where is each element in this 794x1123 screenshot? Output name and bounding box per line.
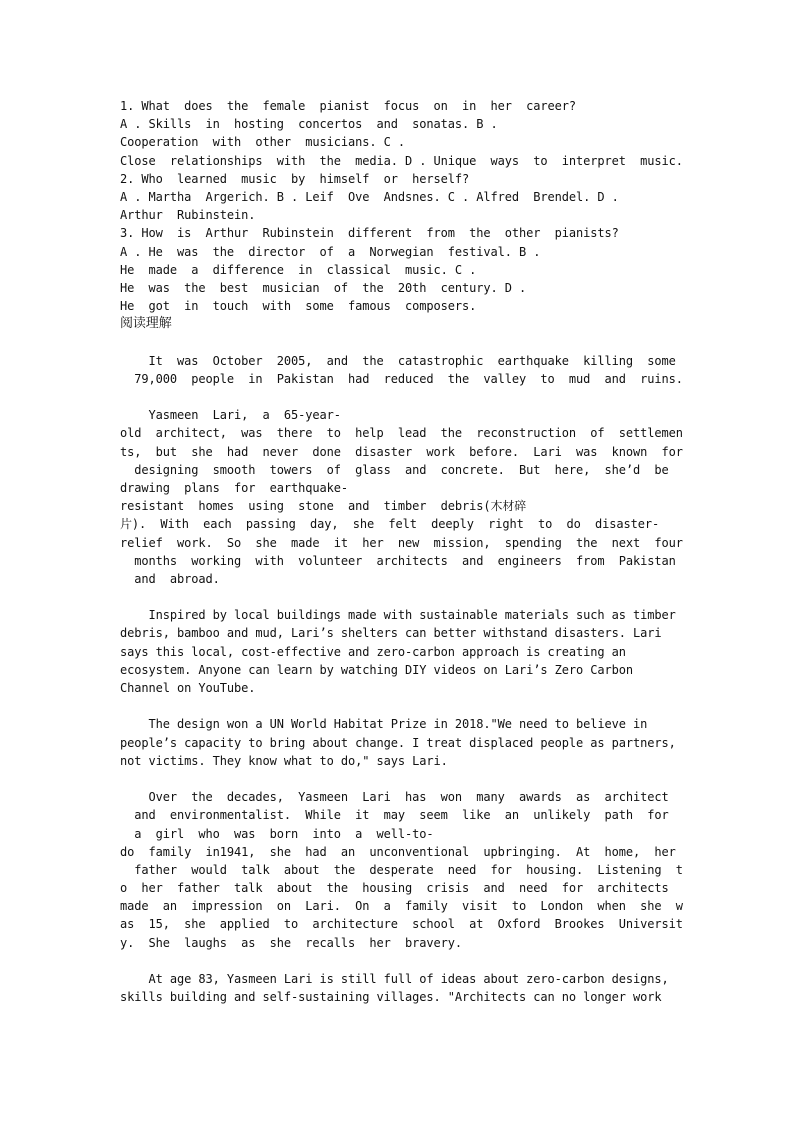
paragraph-line: ecosystem. Anyone can learn by watching DIY videos on Lari’s Zero Carbon	[120, 662, 633, 677]
paragraph-3	[120, 606, 680, 697]
paragraph-line: debris, bamboo and mud, Lari’s shelters can better withstand disasters. Lari	[120, 626, 662, 641]
paragraph-gap	[120, 588, 680, 606]
paragraph-line: made an impression on Lari. On a family visit to London when she w	[120, 899, 683, 914]
paragraph-line: Over the decades, Yasmeen Lari has won many awards as architect	[120, 790, 669, 805]
paragraph-line: father would talk about the desperate need for housing. Listening t	[120, 862, 683, 877]
paragraph-line: skills building and self-sustaining villages. "Architects can no longer work	[120, 990, 662, 1005]
question-2-option-d: Arthur Rubinstein.	[120, 208, 256, 223]
document-content	[120, 97, 683, 1006]
paragraph-4	[120, 715, 680, 770]
paragraph-line: and abroad.	[120, 571, 220, 586]
paragraph-line: do family in1941, she had an unconventional upbringing. At home, her	[120, 844, 676, 859]
question-3-option-a: A . He was the director of a Norwegian festival. B .	[120, 244, 541, 259]
question-3-option-c: He was the best musician of the 20th century. D .	[120, 280, 527, 295]
paragraph-line: resistant homes using stone and timber debris(木材碎	[120, 499, 527, 514]
paragraph-line: months working with volunteer architects and engineers from Pakistan	[120, 553, 676, 568]
paragraph-line: drawing plans for earthquake-	[120, 480, 348, 495]
paragraph-gap	[120, 770, 680, 788]
question-1-options-b-c: Cooperation with other musicians. C .	[120, 135, 405, 150]
paragraph-line: Inspired by local buildings made with sustainable materials such as timber	[120, 608, 676, 623]
paragraph-line: The design won a UN World Habitat Prize in 2018."We need to believe in	[120, 717, 648, 732]
section-heading: 阅读理解	[120, 316, 172, 332]
paragraph-gap	[120, 952, 680, 970]
paragraph-line: 片). With each passing day, she felt deeply right to do disaster-	[120, 517, 660, 532]
paragraph-line: says this local, cost-effective and zero-carbon approach is creating an	[120, 644, 626, 659]
paragraph-1	[120, 352, 683, 388]
paragraph-gap	[120, 333, 680, 351]
paragraph-line: Yasmeen Lari, a 65-year-	[120, 408, 341, 423]
paragraph-line: people’s capacity to bring about change. I treat displaced people as partners,	[120, 735, 676, 750]
paragraph-line: designing smooth towers of glass and concrete. But here, she’d be	[120, 462, 669, 477]
paragraph-6	[120, 970, 680, 1006]
paragraph-line: It was October 2005, and the catastrophic earthquake killing some	[120, 353, 676, 368]
question-1: 1. What does the female pianist focus on in her career?	[120, 99, 576, 113]
questions-block	[120, 97, 683, 315]
paragraph-gap	[120, 388, 680, 406]
paragraph-line: and environmentalist. While it may seem like an unlikely path for	[120, 808, 669, 823]
paragraph-line: 79,000 people in Pakistan had reduced the valley to mud and ruins.	[120, 371, 683, 386]
paragraph-line: old architect, was there to help lead the reconstruction of settlemen	[120, 426, 683, 441]
question-2-options: A . Martha Argerich. B . Leif Ove Andsnes. C . Alfred Brendel. D .	[120, 189, 619, 204]
paragraph-line: At age 83, Yasmeen Lari is still full of ideas about zero-carbon designs,	[120, 972, 669, 986]
question-3: 3. How is Arthur Rubinstein different from the other pianists?	[120, 226, 619, 241]
question-3-option-b: He made a difference in classical music. C .	[120, 262, 477, 277]
question-2: 2. Who learned music by himself or herself?	[120, 171, 470, 186]
paragraph-line: a girl who was born into a well-to-	[120, 826, 434, 841]
paragraph-5	[120, 788, 683, 952]
paragraph-line: ts, but she had never done disaster work before. Lari was known for	[120, 444, 683, 459]
question-1-options-a-b: A . Skills in hosting concertos and sonatas. B .	[120, 117, 498, 132]
paragraph-line: not victims. They know what to do," says Lari.	[120, 753, 448, 768]
question-1-options-c-d: Close relationships with the media. D . Unique ways to interpret music.	[120, 153, 683, 168]
paragraph-gap	[120, 697, 680, 715]
paragraph-line: relief work. So she made it her new mission, spending the next four	[120, 535, 683, 550]
paragraph-2	[120, 406, 683, 588]
paragraph-line: y. She laughs as she recalls her bravery.	[120, 935, 462, 950]
paragraph-line: Channel on YouTube.	[120, 681, 256, 695]
paragraph-line: o her father talk about the housing crisis and need for architects	[120, 881, 669, 896]
paragraph-line: as 15, she applied to architecture school at Oxford Brookes Universit	[120, 917, 683, 932]
question-3-option-d: He got in touch with some famous composers.	[120, 299, 477, 314]
